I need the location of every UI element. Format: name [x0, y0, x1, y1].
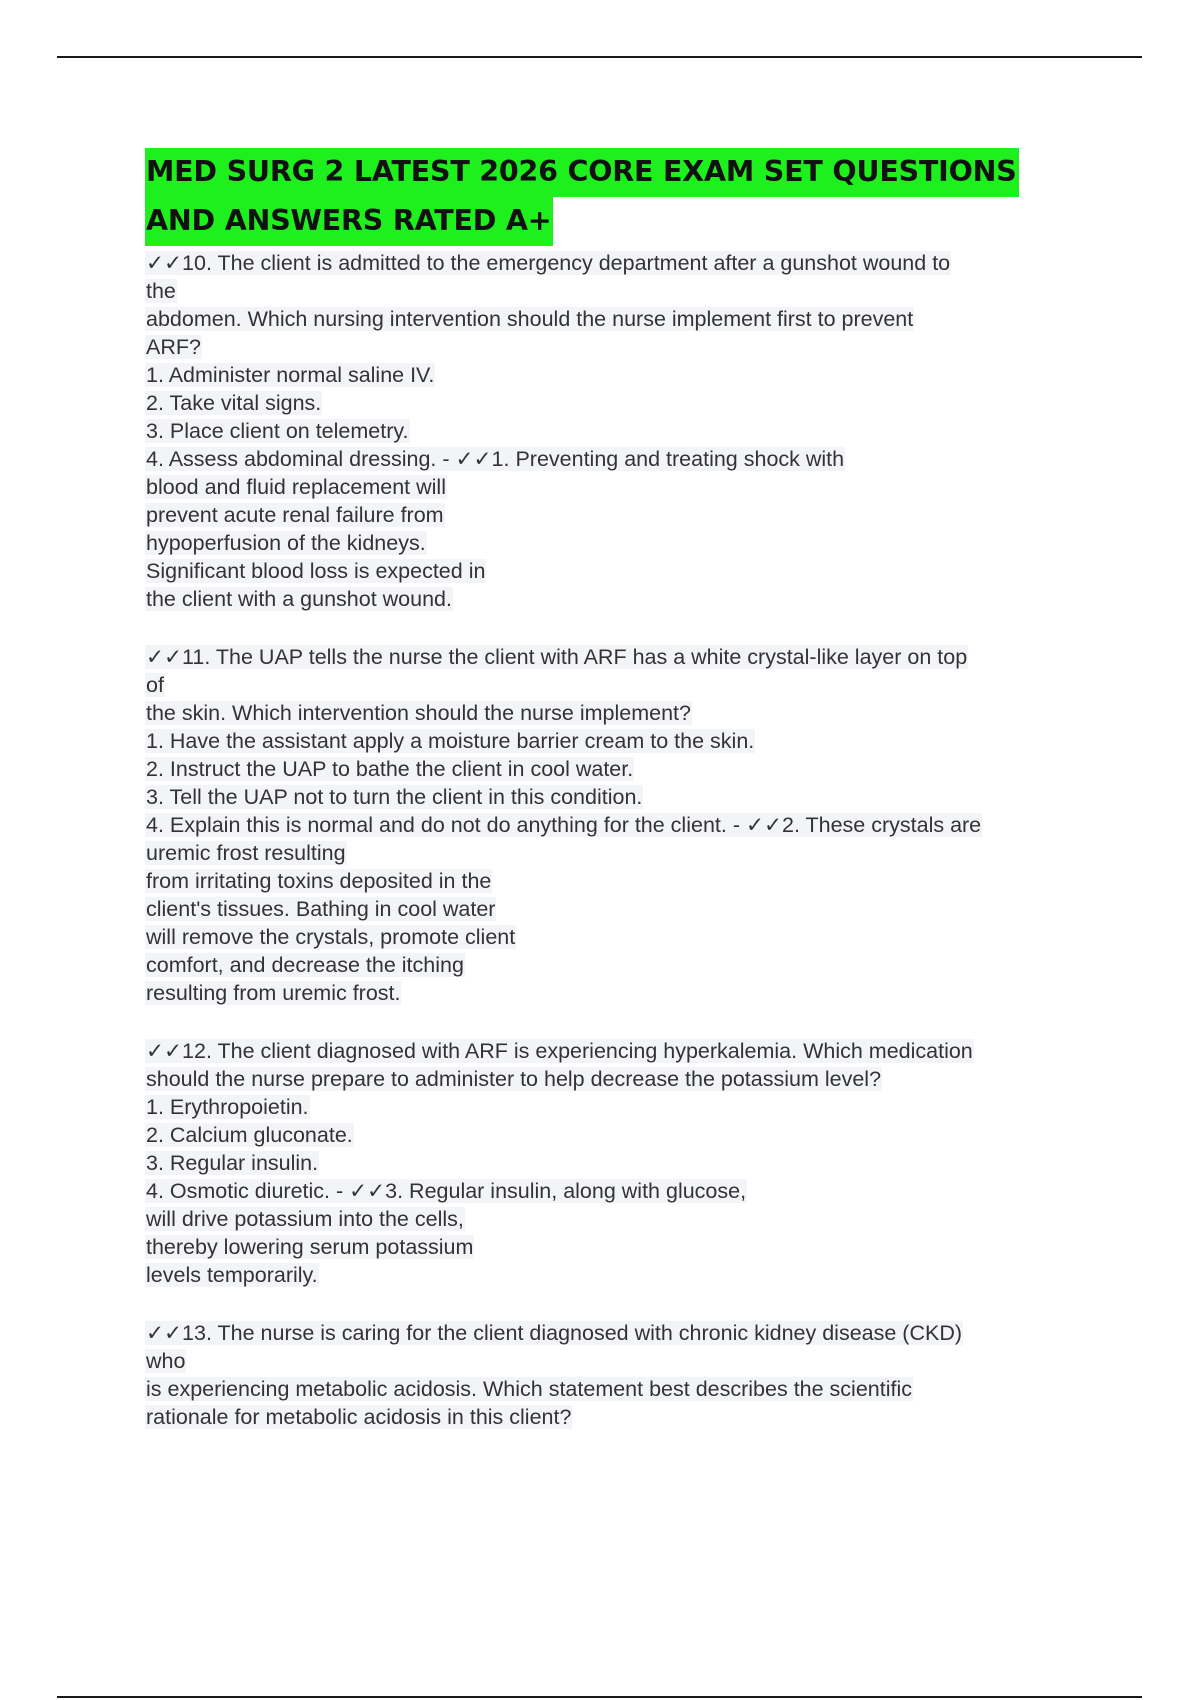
text-line: [145, 783, 1105, 811]
text-line: [145, 445, 1105, 473]
text-line: [145, 643, 1105, 671]
text-line-content: 3. Regular insulin.: [146, 1151, 319, 1175]
text-line-content: prevent acute renal failure from: [146, 503, 444, 527]
text-line-content: the client with a gunshot wound.: [146, 587, 452, 611]
text-line: [145, 755, 1105, 783]
text-line: [145, 501, 1105, 529]
text-line-content: resulting from uremic frost.: [146, 981, 401, 1005]
top-rule: [57, 56, 1142, 58]
text-line-content: blood and fluid replacement will: [146, 475, 446, 499]
text-line-content: ARF?: [146, 335, 201, 359]
question-block: [145, 1319, 1105, 1431]
text-line: [145, 1093, 1105, 1121]
text-line-content: thereby lowering serum potassium: [146, 1235, 474, 1259]
title-line-1: MED SURG 2 LATEST 2026 CORE EXAM SET QUESTIONS: [145, 148, 1105, 197]
text-line-content: ✓✓13. The nurse is caring for the client diagnosed with chronic kidney disease (CKD): [146, 1321, 963, 1345]
text-line-content: 1. Have the assistant apply a moisture barrier cream to the skin.: [146, 729, 755, 753]
text-line: [145, 1037, 1105, 1065]
text-line: [145, 1233, 1105, 1261]
text-line-content: will drive potassium into the cells,: [146, 1207, 464, 1231]
text-line: [145, 979, 1105, 1007]
text-line: [145, 671, 1105, 699]
text-line: [145, 811, 1105, 839]
question-block: [145, 1037, 1105, 1289]
text-line: [145, 923, 1105, 951]
text-line-content: 2. Calcium gluconate.: [146, 1123, 353, 1147]
text-line-content: should the nurse prepare to administer to help decrease the potassium level?: [146, 1067, 882, 1091]
text-line: [145, 839, 1105, 867]
text-line-content: levels temporarily.: [146, 1263, 318, 1287]
text-line-content: abdomen. Which nursing intervention should the nurse implement first to prevent: [146, 307, 914, 331]
text-line: [145, 1205, 1105, 1233]
text-line-content: the: [146, 279, 176, 303]
text-line-content: 3. Tell the UAP not to turn the client in this condition.: [146, 785, 643, 809]
text-line-content: rationale for metabolic acidosis in this client?: [146, 1405, 572, 1429]
question-block: [145, 249, 1105, 613]
text-line-content: will remove the crystals, promote client: [146, 925, 516, 949]
text-line: [145, 333, 1105, 361]
text-line-content: Significant blood loss is expected in: [146, 559, 486, 583]
text-line: [145, 951, 1105, 979]
text-line: [145, 867, 1105, 895]
text-line-content: uremic frost resulting: [146, 841, 346, 865]
text-line: [145, 895, 1105, 923]
question-list: [145, 249, 1105, 1431]
text-line: [145, 1403, 1105, 1431]
text-line-content: from irritating toxins deposited in the: [146, 869, 492, 893]
question-block: [145, 643, 1105, 1007]
text-line-content: 3. Place client on telemetry.: [146, 419, 409, 443]
text-line-content: 4. Explain this is normal and do not do anything for the client. - ✓✓2. These crystals are: [146, 813, 982, 837]
text-line: [145, 417, 1105, 445]
text-line: [145, 1375, 1105, 1403]
text-line-content: 1. Erythropoietin.: [146, 1095, 309, 1119]
text-line: [145, 727, 1105, 755]
text-line-content: ✓✓11. The UAP tells the nurse the client with ARF has a white crystal-like layer on top: [146, 645, 968, 669]
text-line: [145, 473, 1105, 501]
text-line: [145, 1121, 1105, 1149]
title-line-2: AND ANSWERS RATED A+: [145, 197, 1105, 246]
text-line: [145, 361, 1105, 389]
text-line: [145, 1149, 1105, 1177]
text-line: [145, 1319, 1105, 1347]
text-line-content: 4. Assess abdominal dressing. - ✓✓1. Preventing and treating shock with: [146, 447, 845, 471]
text-line-content: the skin. Which intervention should the nurse implement?: [146, 701, 691, 725]
text-line: [145, 699, 1105, 727]
text-line-content: client's tissues. Bathing in cool water: [146, 897, 496, 921]
text-line-content: 4. Osmotic diuretic. - ✓✓3. Regular insulin, along with glucose,: [146, 1179, 747, 1203]
text-line-content: comfort, and decrease the itching: [146, 953, 464, 977]
bottom-rule: [57, 1696, 1142, 1698]
text-line-content: of: [146, 673, 164, 697]
text-line: [145, 305, 1105, 333]
text-line-content: ✓✓12. The client diagnosed with ARF is experiencing hyperkalemia. Which medication: [146, 1039, 973, 1063]
text-line-content: who: [146, 1349, 186, 1373]
text-line-content: 1. Administer normal saline IV.: [146, 363, 435, 387]
text-line-content: hypoperfusion of the kidneys.: [146, 531, 426, 555]
text-line: [145, 1177, 1105, 1205]
text-line: [145, 585, 1105, 613]
document-title: [145, 148, 1105, 246]
text-line: [145, 389, 1105, 417]
text-line: [145, 277, 1105, 305]
text-line: [145, 1347, 1105, 1375]
text-line: [145, 557, 1105, 585]
text-line: [145, 1065, 1105, 1093]
text-line: [145, 1261, 1105, 1289]
text-line: [145, 249, 1105, 277]
document-body: [145, 148, 1105, 1431]
text-line-content: 2. Instruct the UAP to bathe the client in cool water.: [146, 757, 634, 781]
text-line-content: ✓✓10. The client is admitted to the emergency department after a gunshot wound to: [146, 251, 951, 275]
text-line-content: is experiencing metabolic acidosis. Which statement best describes the scientific: [146, 1377, 912, 1401]
text-line: [145, 529, 1105, 557]
text-line-content: 2. Take vital signs.: [146, 391, 322, 415]
